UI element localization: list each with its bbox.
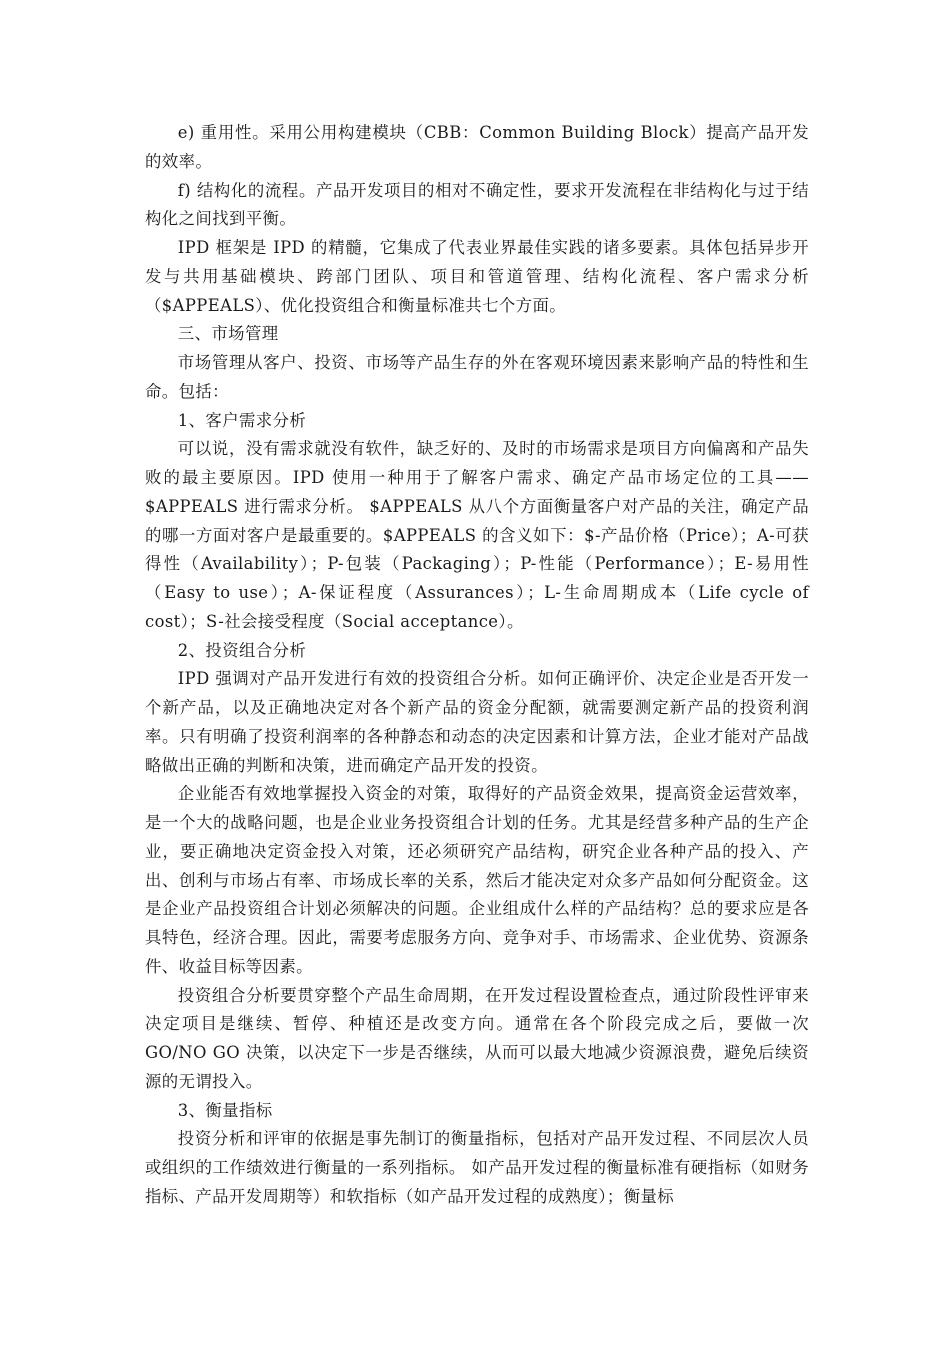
paragraph-ipd-framework: IPD 框架是 IPD 的精髓，它集成了代表业界最佳实践的诸多要素。具体包括异步开发与共用基础模块、跨部门团队、项目和管道管理、结构化流程、客户需求分析（$APPEALS）、优化投资组合和衡量标准共七个方面。: [145, 238, 809, 315]
paragraph-portfolio-ipd: IPD 强调对产品开发进行有效的投资组合分析。如何正确评价、决定企业是否开发一个新产品，以及正确地决定对各个新产品的资金分配额，就需要测定新产品的投资利润率。只有明确了投资利润率的各种静态和动态的决定因素和计算方法，企业才能对产品战略做出正确的判断和决策，进而确定产品开发的投资。: [145, 669, 809, 775]
document-page: [145, 119, 809, 1212]
paragraph-portfolio-lifecycle: 投资组合分析要贯穿整个产品生命周期，在开发过程设置检查点，通过阶段性评审来决定项目是继续、暂停、种植还是改变方向。通常在各个阶段完成之后，要做一次 GO/NO GO 决策，以决定下一步是否继续，从而可以最大地减少资源浪费，避免后续资源的无谓投入。: [145, 985, 809, 1091]
subheading-portfolio-analysis: 2、投资组合分析: [177, 640, 307, 660]
paragraph-metrics: 投资分析和评审的依据是事先制订的衡量指标，包括对产品开发过程、不同层次人员或组织的工作绩效进行衡量的一系列指标。 如产品开发过程的衡量标准有硬指标（如财务指标、产品开发周期等）和软指标（如产品开发过程的成熟度）；衡量标: [145, 1129, 809, 1206]
paragraph-market-management-intro: 市场管理从客户、投资、市场等产品生存的外在客观环境因素来影响产品的特性和生命。包括：: [145, 353, 809, 401]
paragraph-portfolio-funding: 企业能否有效地掌握投入资金的对策，取得好的产品资金效果，提高资金运营效率，是一个大的战略问题，也是企业业务投资组合计划的任务。尤其是经营多种产品的生产企业，要正确地决定资金投入对策，还必须研究产品结构，研究企业各种产品的投入、产出、创利与市场占有率、市场成长率的关系，然后才能决定对众多产品如何分配资金。这是企业产品投资组合计划必须解决的问题。企业组成什么样的产品结构？总的要求应是各具特色，经济合理。因此，需要考虑服务方向、竞争对手、市场需求、企业优势、资源条件、收益目标等因素。: [145, 784, 809, 976]
subheading-customer-needs: 1、客户需求分析: [177, 410, 307, 430]
paragraph-appeals: 可以说，没有需求就没有软件，缺乏好的、及时的市场需求是项目方向偏离和产品失败的最主要原因。IPD 使用一种用于了解客户需求、确定产品市场定位的工具——$APPEALS 进行需求分析。 $APPEALS 从八个方面衡量客户对产品的关注，确定产品的哪一方面对客户是最重要的。$APPEALS 的含义如下：$-产品价格（Price）；A-可获得性（Availability）；P-包装（Packaging）；P-性能（Performance）；E-易用性（Easy to use）；A-保证程度（Assurances）；L-生命周期成本（Life cycle of cost）；S-社会接受程度（Social acceptance）。: [145, 439, 809, 631]
paragraph-cbb-reuse: e) 重用性。采用公用构建模块（CBB：Common Building Block）提高产品开发的效率。: [145, 123, 809, 171]
paragraph-structured-process: f) 结构化的流程。产品开发项目的相对不确定性，要求开发流程在非结构化与过于结构化之间找到平衡。: [145, 180, 809, 229]
section-heading-market-management: 三、市场管理: [177, 324, 279, 344]
subheading-metrics: 3、衡量指标: [177, 1100, 273, 1120]
